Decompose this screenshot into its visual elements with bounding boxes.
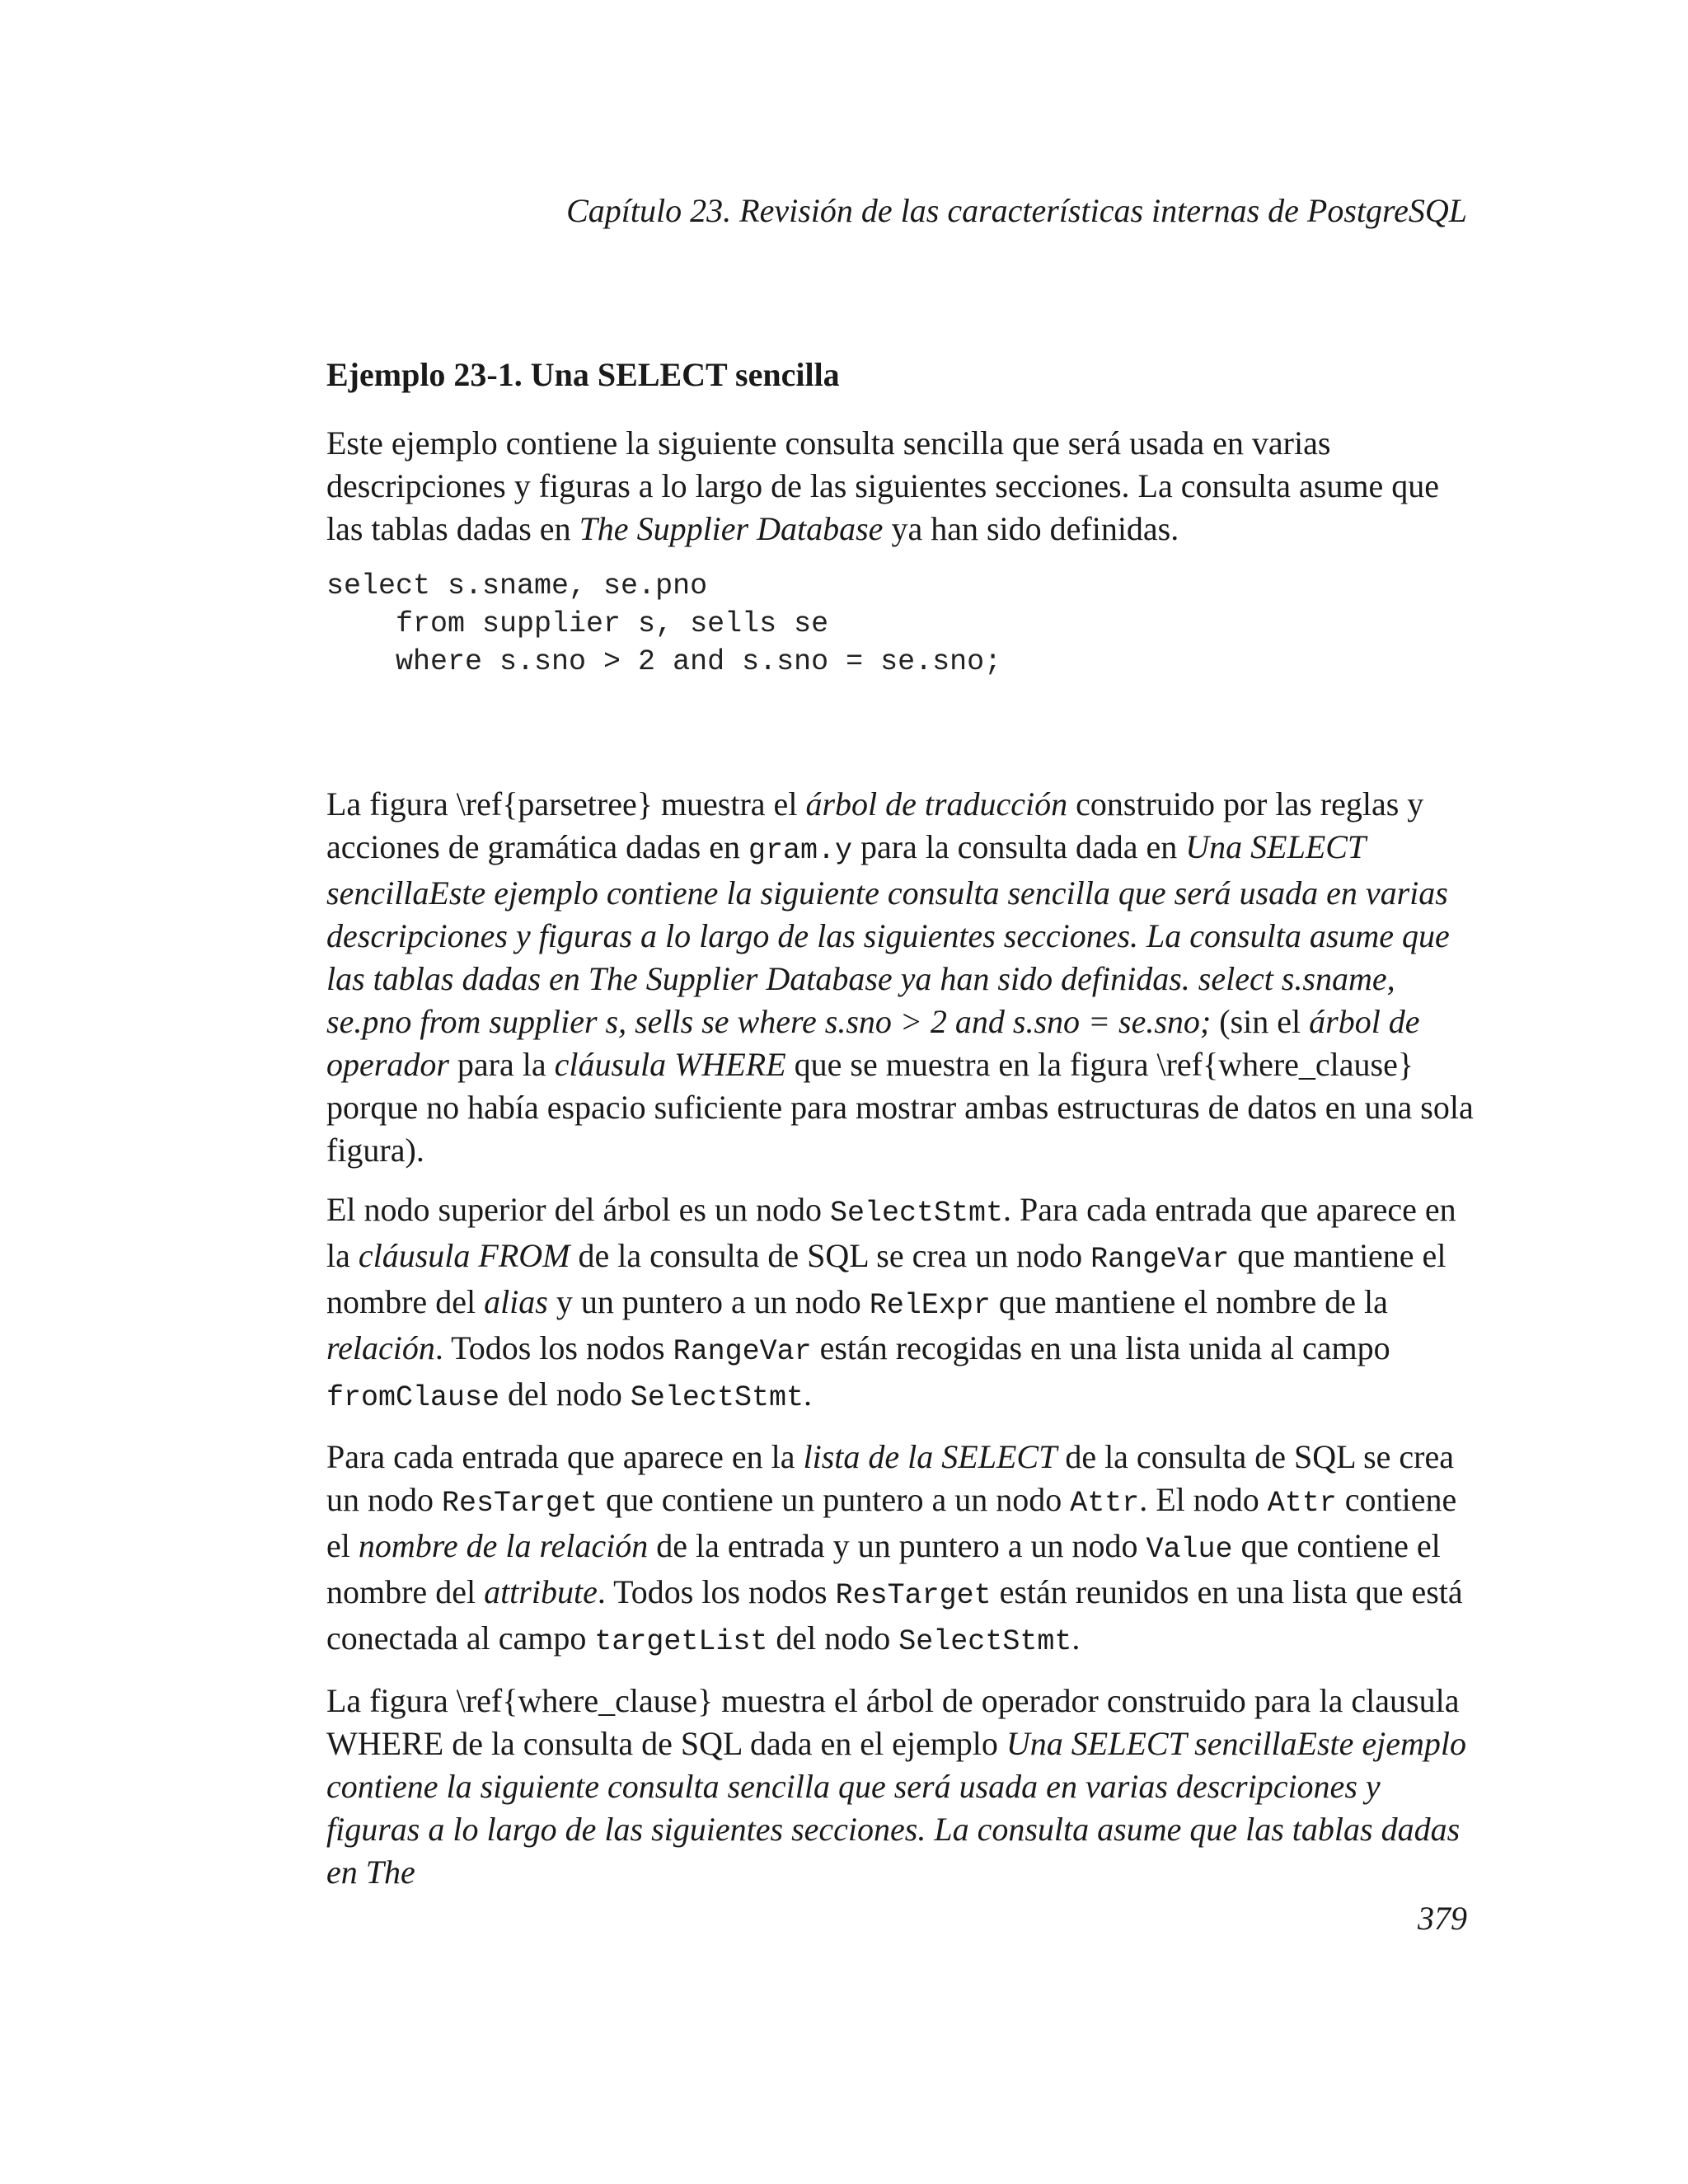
sql-code-block: select s.sname, se.pno from supplier s, sells se where s.sno > 2 and s.sno = se.sno;	[326, 569, 1002, 678]
paragraph-parse-tree: La figura \ref{parsetree} muestra el árbol de traducción construido por las reglas y acciones de gramática dadas en gram.y para la consulta dada en Una SELECT sencillaEste ejemplo contiene la siguiente consulta sencilla que será usada en varias descripciones y figuras a lo largo de las siguientes secciones. La consulta asume que las tablas dadas en The Supplier Database ya han sido definidas. select s.sname, se.pno from supplier s, sells se where s.sno > 2 and s.sno = se.sno; (sin el árbol de operador para la cláusula WHERE que se muestra en la figura \ref{where_clause} porque no había espacio suficiente para mostrar ambas estructuras de datos en una sola figura).	[326, 785, 1474, 1169]
example-intro: Este ejemplo contiene la siguiente consulta sencilla que será usada en varias descripciones y figuras a lo largo de las siguientes secciones. La consulta asume que las tablas dadas en The Supplier Database ya han sido definidas.	[326, 424, 1439, 547]
paragraph-res-target: Para cada entrada que aparece en la lista de la SELECT de la consulta de SQL se crea un nodo ResTarget que contiene un puntero a un nodo Attr. El nodo Attr contiene el nombre de la relación de la entrada y un puntero a un nodo Value que contiene el nombre del attribute. Todos los nodos ResTarget están reunidos en una lista que está conectada al campo targetList del nodo SelectStmt.	[326, 1438, 1463, 1658]
spacer	[326, 681, 1480, 783]
supplier-database-reference: The Supplier Database	[579, 510, 884, 547]
example-title: Ejemplo 23-1. Una SELECT sencilla	[326, 356, 840, 393]
page-number: 379	[1418, 1900, 1467, 1937]
paragraph-select-stmt: El nodo superior del árbol es un nodo SelectStmt. Para cada entrada que aparece en la cláusula FROM de la consulta de SQL se crea un nodo RangeVar que mantiene el nombre del alias y un puntero a un nodo RelExpr que mantiene el nombre de la relación. Todos los nodos RangeVar están recogidas en una lista unida al campo fromClause del nodo SelectStmt.	[326, 1191, 1456, 1414]
running-header: Capítulo 23. Revisión de las características internas de PostgreSQL	[566, 192, 1467, 229]
code-gram-y: gram.y	[748, 834, 852, 867]
paragraph-where-clause: La figura \ref{where_clause} muestra el árbol de operador construido para la clausula WHERE de la consulta de SQL dada en el ejemplo Una SELECT sencillaEste ejemplo contiene la siguiente consulta sencilla que será usada en varias descripciones y figuras a lo largo de las siguientes secciones. La consulta asume que las tablas dadas en The	[326, 1682, 1467, 1891]
page-content	[326, 354, 1480, 1910]
